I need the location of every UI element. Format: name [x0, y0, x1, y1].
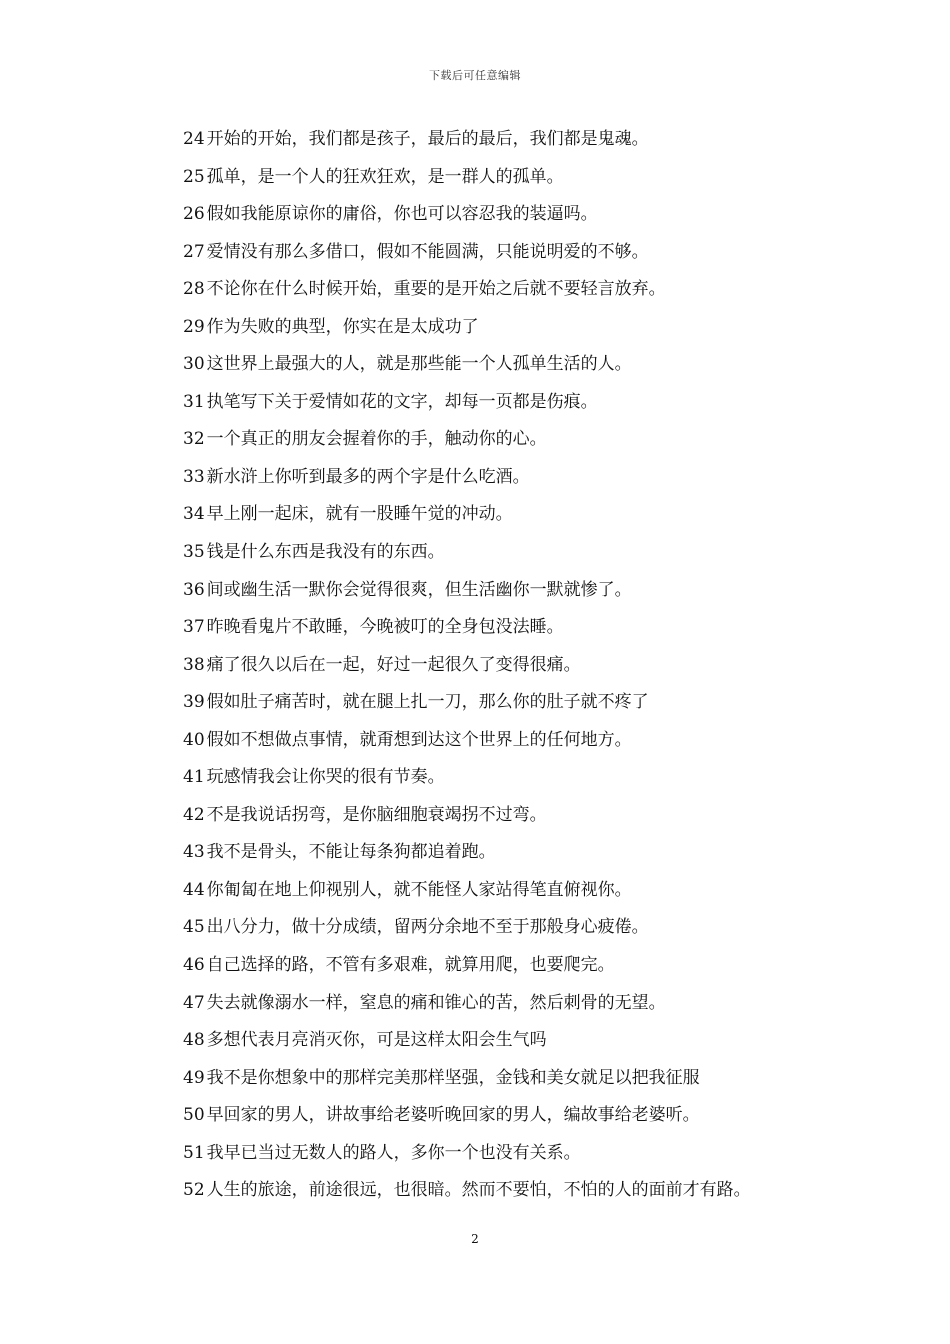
- item-text: 我早已当过无数人的路人，多你一个也没有关系。: [206, 1142, 581, 1163]
- item-text: 新水浒上你听到最多的两个字是什么吃酒。: [206, 466, 530, 487]
- list-item: [183, 1102, 883, 1140]
- item-number: 30: [183, 354, 205, 375]
- item-number: 39: [183, 692, 205, 713]
- item-number: 47: [183, 992, 205, 1013]
- item-text: 早上刚一起床，就有一股睡午觉的冲动。: [206, 504, 513, 525]
- item-number: 48: [183, 1030, 205, 1051]
- list-item: [183, 577, 883, 615]
- item-number: 40: [183, 729, 205, 750]
- list-item: [183, 839, 883, 877]
- list-item: [183, 389, 883, 427]
- list-item: [183, 689, 883, 727]
- list-item: [183, 764, 883, 802]
- list-item: [183, 539, 883, 577]
- item-text: 不是我说话拐弯，是你脑细胞衰竭拐不过弯。: [206, 804, 547, 825]
- list-item: [183, 501, 883, 539]
- item-text: 失去就像溺水一样，窒息的痛和锥心的苦，然后刺骨的无望。: [206, 992, 666, 1013]
- item-number: 31: [183, 391, 205, 412]
- item-text: 孤单，是一个人的狂欢狂欢，是一群人的孤单。: [206, 166, 564, 187]
- item-text: 作为失败的典型，你实在是太成功了: [206, 316, 479, 337]
- list-item: [183, 1140, 883, 1178]
- item-text: 假如肚子痛苦时，就在腿上扎一刀，那么你的肚子就不疼了: [206, 692, 649, 713]
- item-text: 假如我能原谅你的庸俗，你也可以容忍我的装逼吗。: [206, 204, 598, 225]
- item-number: 46: [183, 955, 205, 976]
- item-number: 49: [183, 1067, 205, 1088]
- item-number: 37: [183, 617, 205, 638]
- item-text: 我不是骨头，不能让每条狗都追着跑。: [206, 842, 496, 863]
- item-number: 28: [183, 279, 205, 300]
- item-text: 昨晚看鬼片不敢睡，今晚被叮的全身包没法睡。: [206, 617, 564, 638]
- item-number: 33: [183, 466, 205, 487]
- item-text: 爱情没有那么多借口，假如不能圆满，只能说明爱的不够。: [206, 241, 649, 262]
- item-number: 43: [183, 842, 205, 863]
- list-item: [183, 1065, 883, 1103]
- item-number: 51: [183, 1142, 205, 1163]
- list-item: [183, 614, 883, 652]
- item-text: 出八分力，做十分成绩，留两分余地不至于那般身心疲倦。: [206, 917, 649, 938]
- list-item: [183, 802, 883, 840]
- item-number: 52: [183, 1180, 205, 1201]
- list-item: [183, 1027, 883, 1065]
- item-number: 36: [183, 579, 205, 600]
- list-item: [183, 914, 883, 952]
- item-text: 假如不想做点事情，就甭想到达这个世界上的任何地方。: [206, 729, 632, 750]
- item-text: 早回家的男人，讲故事给老婆听晚回家的男人，编故事给老婆听。: [206, 1105, 700, 1126]
- list-item: [183, 464, 883, 502]
- list-item: [183, 126, 883, 164]
- item-text: 执笔写下关于爱情如花的文字，却每一页都是伤痕。: [206, 391, 598, 412]
- item-number: 24: [183, 129, 205, 149]
- item-number: 42: [183, 804, 205, 825]
- list-item: [183, 314, 883, 352]
- item-text: 钱是什么东西是我没有的东西。: [206, 542, 445, 563]
- item-text: 自己选择的路，不管有多艰难，就算用爬，也要爬完。: [206, 955, 615, 976]
- item-text: 人生的旅途，前途很远，也很暗。然而不要怕，不怕的人的面前才有路。: [206, 1180, 751, 1201]
- item-text: 多想代表月亮消灭你，可是这样太阳会生气吗: [206, 1030, 547, 1051]
- item-number: 35: [183, 542, 205, 563]
- item-text: 玩感情我会让你哭的很有节奏。: [206, 767, 445, 788]
- item-text: 痛了很久以后在一起，好过一起很久了变得很痛。: [206, 654, 581, 675]
- item-text: 我不是你想象中的那样完美那样坚强，金钱和美女就足以把我征服: [206, 1067, 700, 1088]
- item-text: 不论你在什么时候开始，重要的是开始之后就不要轻言放弃。: [206, 279, 666, 300]
- list-item: [183, 1177, 883, 1215]
- list-item: [183, 351, 883, 389]
- item-number: 44: [183, 879, 205, 900]
- list-item: [183, 990, 883, 1028]
- list-item: [183, 276, 883, 314]
- item-text: 间或幽生活一默你会觉得很爽，但生活幽你一默就惨了。: [206, 579, 632, 600]
- item-number: 34: [183, 504, 205, 525]
- list-item: [183, 164, 883, 202]
- item-text: 这世界上最强大的人，就是那些能一个人孤单生活的人。: [206, 354, 632, 375]
- item-number: 26: [183, 204, 205, 225]
- item-number: 32: [183, 429, 205, 450]
- item-number: 27: [183, 241, 205, 262]
- item-number: 50: [183, 1105, 205, 1126]
- page-header: 下载后可任意编辑: [429, 69, 521, 82]
- item-number: 29: [183, 316, 205, 337]
- page-number: 2: [471, 1232, 479, 1246]
- item-number: 38: [183, 654, 205, 675]
- list-item: [183, 877, 883, 915]
- item-number: 41: [183, 767, 205, 788]
- list-item: [183, 727, 883, 765]
- list-item: [183, 426, 883, 464]
- list-item: [183, 201, 883, 239]
- list-item: [183, 239, 883, 277]
- item-text: 开始的开始，我们都是孩子，最后的最后，我们都是鬼魂。: [206, 129, 649, 149]
- item-number: 45: [183, 917, 205, 938]
- list-item: [183, 952, 883, 990]
- item-text: 一个真正的朋友会握着你的手，触动你的心。: [206, 429, 547, 450]
- list-item: [183, 652, 883, 690]
- document-body: [183, 126, 883, 1215]
- item-text: 你匍匐在地上仰视别人，就不能怪人家站得笔直俯视你。: [206, 879, 632, 900]
- item-number: 25: [183, 166, 205, 187]
